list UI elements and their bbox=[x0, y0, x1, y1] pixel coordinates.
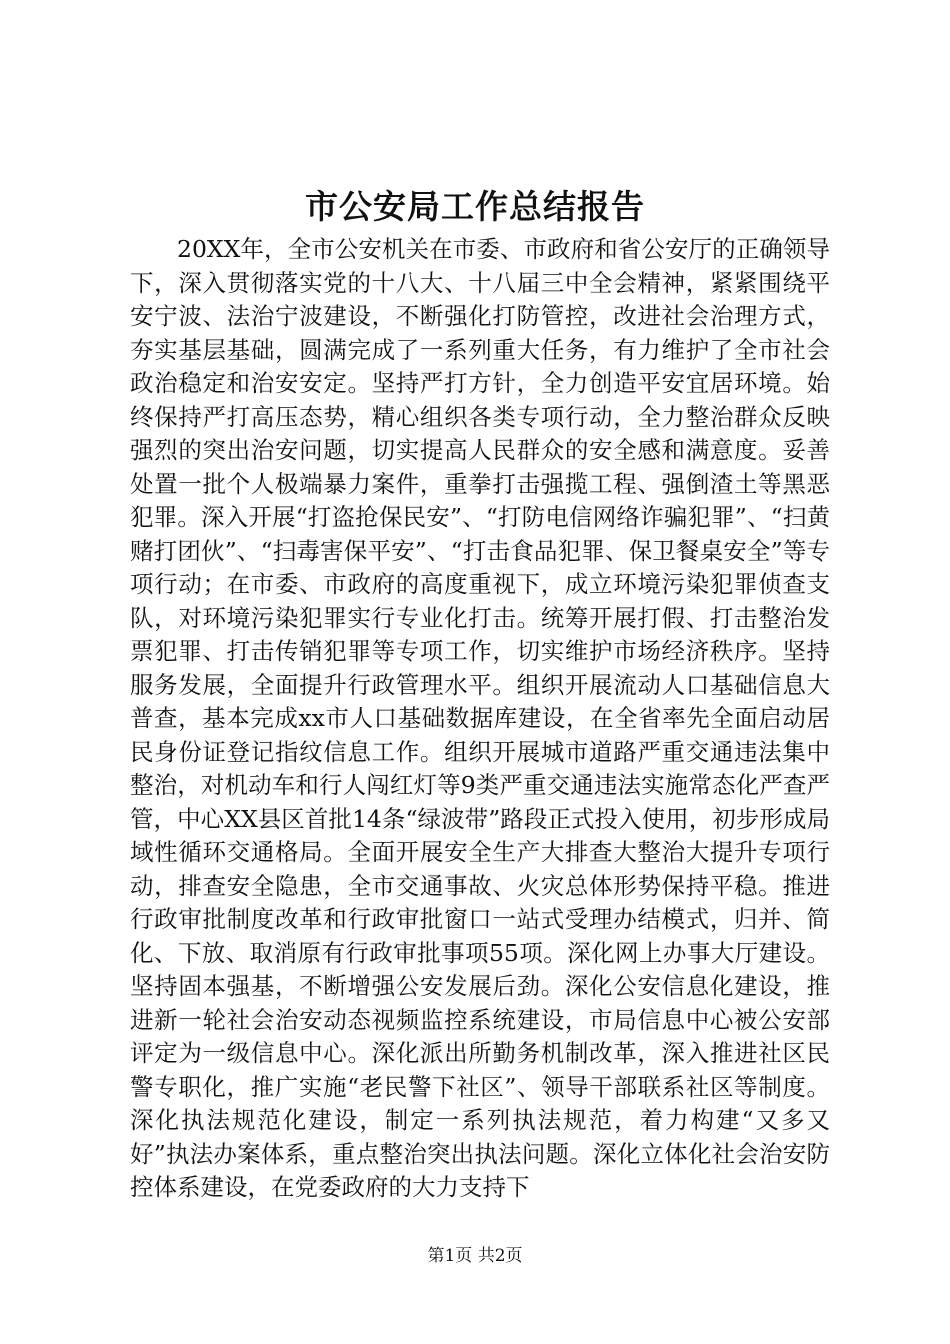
document-body-paragraph: 20XX年，全市公安机关在市委、市政府和省公安厅的正确领导下，深入贯彻落实党的十八大、十八届三中全会精神，紧紧围绕平安宁波、法治宁波建设，不断强化打防管控，改进社会治理方式，夯实基层基础，圆满完成了一系列重大任务，有力维护了全市社会政治稳定和治安安定。坚持严打方针，全力创造平安宜居环境。始终保持严打高压态势，精心组织各类专项行动，全力整治群众反映强烈的突出治安问题，切实提高人民群众的安全感和满意度。妥善处置一批个人极端暴力案件，重拳打击强揽工程、强倒渣土等黑恶犯罪。深入开展“打盗抢保民安”、“打防电信网络诈骗犯罪”、“扫黄赌打团伙”、“扫毒害保平安”、“打击食品犯罪、保卫餐桌安全”等专项行动；在市委、市政府的高度重视下，成立环境污染犯罪侦查支队，对环境污染犯罪实行专业化打击。统筹开展打假、打击整治发票犯罪、打击传销犯罪等专项工作，切实维护市场经济秩序。坚持服务发展，全面提升行政管理水平。组织开展流动人口基础信息大普查，基本完成xx市人口基础数据库建设，在全省率先全面启动居民身份证登记指纹信息工作。组织开展城市道路严重交通违法集中整治，对机动车和行人闯红灯等9类严重交通违法实施常态化严查严管，中心XX县区首批14条“绿波带”路段正式投入使用，初步形成局域性循环交通格局。全面开展安全生产大排查大整治大提升专项行动，排查安全隐患，全市交通事故、火灾总体形势保持平稳。推进行政审批制度改革和行政审批窗口一站式受理办结模式，归并、简化、下放、取消原有行政审批事项55项。深化网上办事大厅建设。坚持固本强基，不断增强公安发展后劲。深化公安信息化建设，推进新一轮社会治安动态视频监控系统建设，市局信息中心被公安部评定为一级信息中心。深化派出所勤务机制改革，深入推进社区民警专职化，推广实施“老民警下社区”、领导干部联系社区等制度。深化执法规范化建设，制定一系列执法规范，着力构建“又多又好”执法办案体系，重点整治突出执法问题。深化立体化社会治安防控体系建设，在党委政府的大力支持下 bbox=[130, 235, 830, 1201]
page-number-footer: 第1页 共2页 bbox=[427, 1246, 523, 1266]
document-title: 市公安局工作总结报告 bbox=[305, 187, 645, 226]
